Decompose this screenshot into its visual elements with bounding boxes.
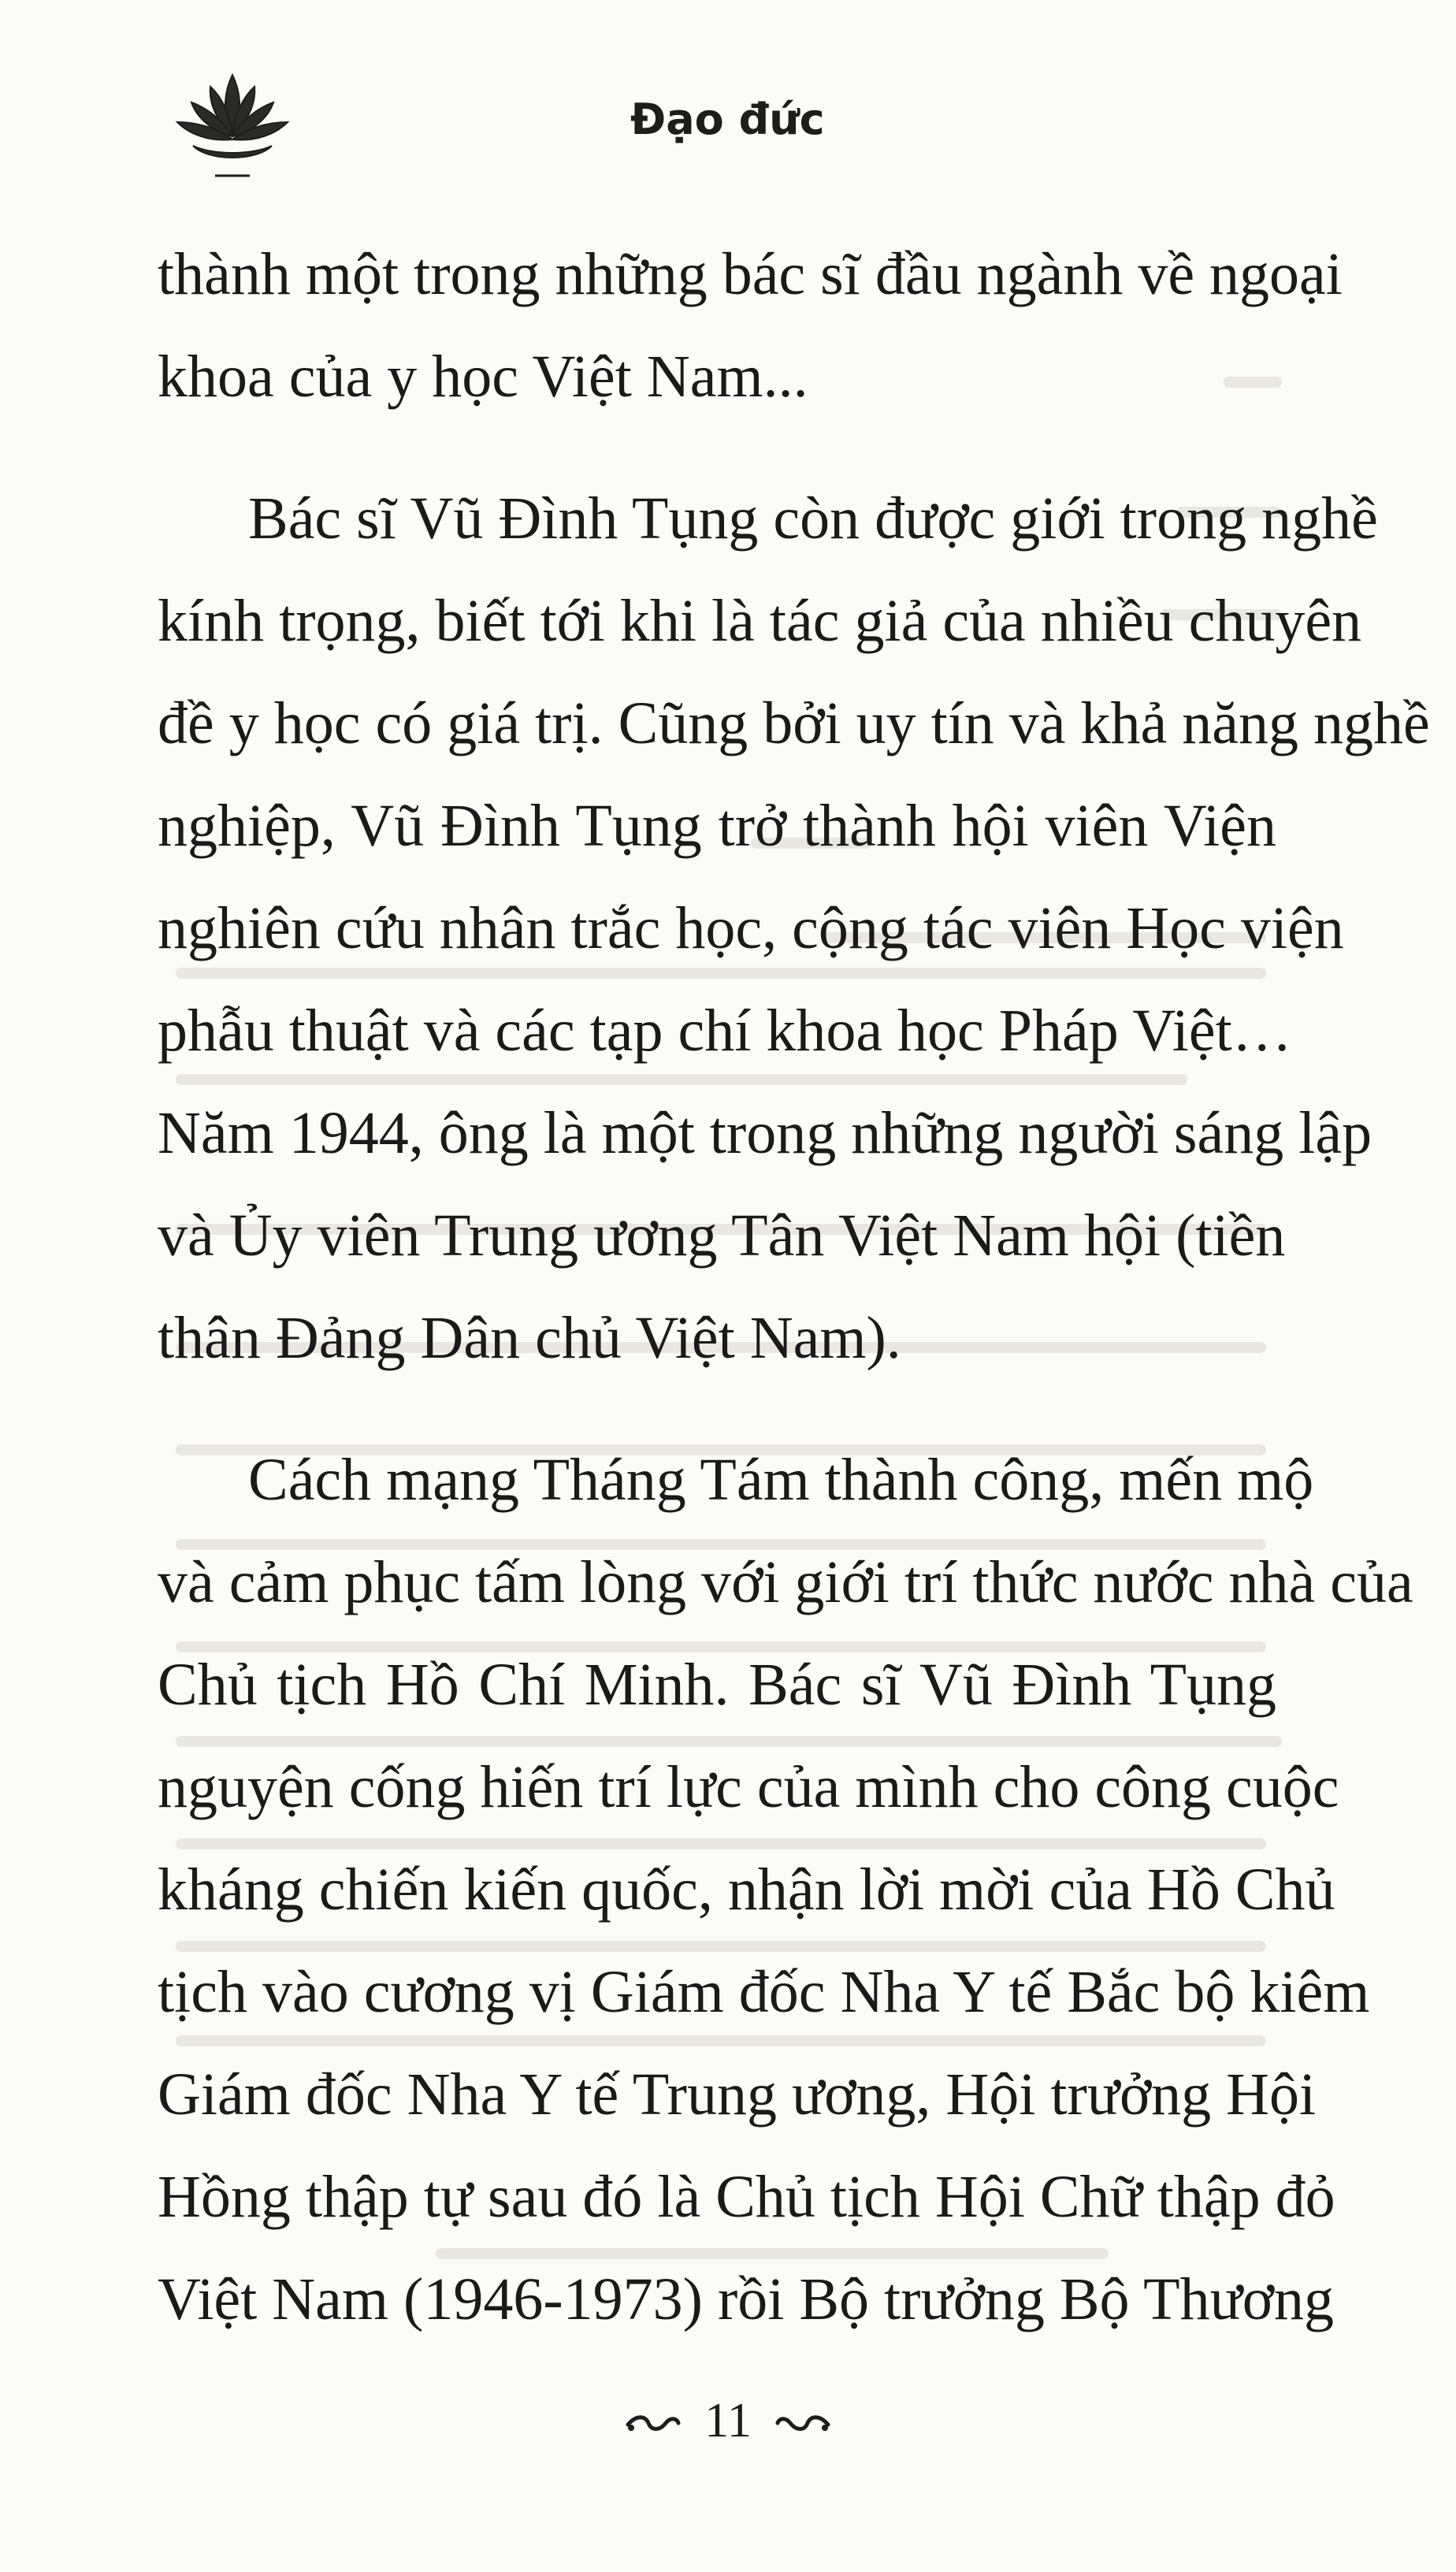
text-line: phẫu thuật và các tạp chí khoa học Pháp Việt… — [158, 998, 1292, 1064]
text-line: Việt Nam (1946-1973) rồi Bộ trưởng Bộ Thương — [158, 2266, 1334, 2332]
flourish-left-icon — [625, 2407, 682, 2436]
text-line: nguyện cống hiến trí lực của mình cho công cuộc — [158, 1754, 1339, 1820]
text-line: Năm 1944, ông là một trong những người sáng lập — [158, 1100, 1372, 1166]
text-line: Cách mạng Tháng Tám thành công, mến mộ — [248, 1447, 1314, 1513]
text-line: thân Đảng Dân chủ Việt Nam). — [158, 1305, 901, 1371]
text-line: Chủ tịch Hồ Chí Minh. Bác sĩ Vũ Đình Tụng — [158, 1652, 1276, 1718]
text-line: khoa của y học Việt Nam... — [158, 344, 808, 410]
text-line: nghiên cứu nhân trắc học, cộng tác viên Học viện — [158, 895, 1344, 961]
text-line: tịch vào cương vị Giám đốc Nha Y tế Bắc bộ kiêm — [158, 1959, 1370, 2025]
text-line: Hồng thập tự sau đó là Chủ tịch Hội Chữ thập đỏ — [158, 2164, 1335, 2230]
text-line: kính trọng, biết tới khi là tác giả của nhiều chuyên — [158, 588, 1362, 654]
text-line: Giám đốc Nha Y tế Trung ương, Hội trưởng Hội — [158, 2061, 1317, 2128]
text-line: Bác sĩ Vũ Đình Tụng còn được giới trong nghề — [248, 485, 1378, 552]
text-line: đề y học có giá trị. Cũng bởi uy tín và khả năng nghề — [158, 690, 1430, 756]
page-number: 11 — [704, 2394, 752, 2448]
page-number-footer — [0, 2389, 1456, 2449]
text-line: kháng chiến kiến quốc, nhận lời mời của Hồ Chủ — [158, 1857, 1335, 1923]
flourish-right-icon — [774, 2407, 831, 2436]
text-line: và cảm phục tấm lòng với giới trí thức nước nhà của — [158, 1549, 1413, 1615]
text-line: thành một trong những bác sĩ đầu ngành về ngoại — [158, 241, 1343, 307]
text-line: nghiệp, Vũ Đình Tụng trở thành hội viên Viện — [158, 793, 1276, 859]
lotus-icon — [169, 67, 295, 185]
running-header-title: Đạo đức — [630, 95, 825, 144]
text-line: và Ủy viên Trung ương Tân Việt Nam hội (tiền — [158, 1202, 1286, 1269]
